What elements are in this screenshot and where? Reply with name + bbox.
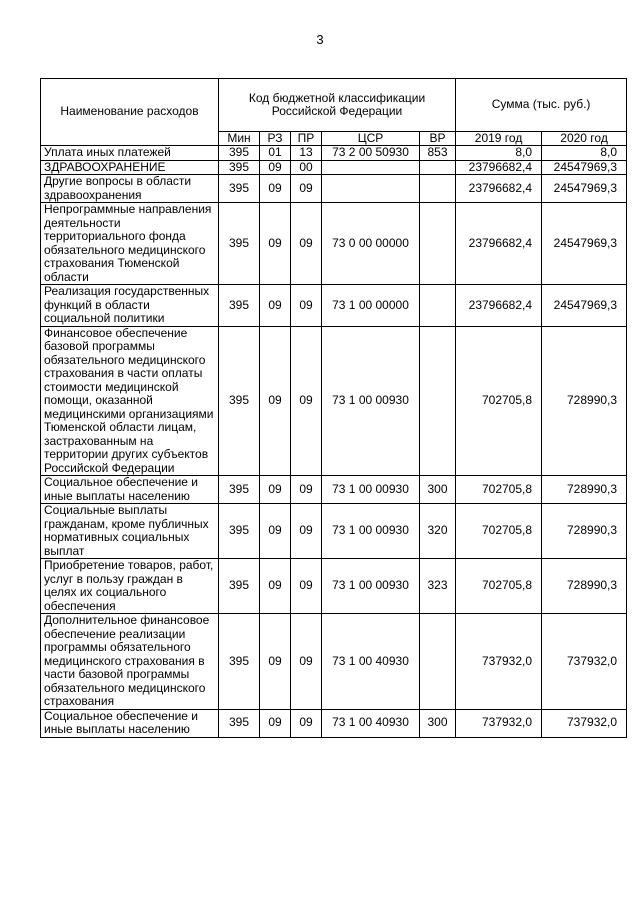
row-pr: 00	[291, 160, 322, 175]
row-2019: 23796682,4	[456, 160, 542, 175]
row-csr: 73 2 00 50930	[322, 146, 420, 161]
row-vr	[420, 175, 456, 203]
row-csr	[322, 175, 420, 203]
row-csr	[322, 160, 420, 175]
row-csr: 73 1 00 00930	[322, 476, 420, 504]
row-2019: 737932,0	[456, 614, 542, 710]
row-pr: 09	[291, 326, 322, 476]
row-pr: 09	[291, 504, 322, 559]
row-csr: 73 1 00 40930	[322, 614, 420, 710]
row-min: 395	[219, 476, 260, 504]
table-row	[41, 146, 627, 161]
row-2020: 24547969,3	[542, 203, 627, 285]
row-pr: 09	[291, 559, 322, 614]
row-vr: 323	[420, 559, 456, 614]
row-2019: 23796682,4	[456, 203, 542, 285]
header-code: Код бюджетной классификации Российской Федерации	[219, 79, 456, 132]
row-rz: 09	[260, 285, 291, 327]
row-name: Социальное обеспечение и иные выплаты населению	[41, 709, 219, 737]
row-2019: 702705,8	[456, 504, 542, 559]
row-pr: 13	[291, 146, 322, 161]
header-vr: ВР	[420, 132, 456, 146]
table-row	[41, 476, 627, 504]
row-csr: 73 1 00 00930	[322, 504, 420, 559]
table-row	[41, 203, 627, 285]
table-row	[41, 326, 627, 476]
row-name: Реализация государственных функций в области социальной политики	[41, 285, 219, 327]
table-row	[41, 559, 627, 614]
table-body	[41, 146, 627, 738]
budget-table	[40, 78, 627, 738]
row-rz: 09	[260, 203, 291, 285]
row-rz: 09	[260, 175, 291, 203]
row-min: 395	[219, 614, 260, 710]
row-min: 395	[219, 326, 260, 476]
row-2020: 728990,3	[542, 504, 627, 559]
table-row	[41, 504, 627, 559]
row-pr: 09	[291, 285, 322, 327]
row-min: 395	[219, 504, 260, 559]
table-row	[41, 709, 627, 737]
row-rz: 09	[260, 476, 291, 504]
row-pr: 09	[291, 476, 322, 504]
row-min: 395	[219, 175, 260, 203]
row-name: Другие вопросы в области здравоохранения	[41, 175, 219, 203]
row-rz: 01	[260, 146, 291, 161]
row-2019: 23796682,4	[456, 285, 542, 327]
row-vr: 320	[420, 504, 456, 559]
header-csr: ЦСР	[322, 132, 420, 146]
row-min: 395	[219, 146, 260, 161]
row-2019: 702705,8	[456, 326, 542, 476]
row-csr: 73 1 00 00930	[322, 559, 420, 614]
row-2019: 702705,8	[456, 476, 542, 504]
header-rz: РЗ	[260, 132, 291, 146]
row-pr: 09	[291, 175, 322, 203]
table-row	[41, 614, 627, 710]
row-2020: 8,0	[542, 146, 627, 161]
row-min: 395	[219, 709, 260, 737]
row-2020: 737932,0	[542, 709, 627, 737]
row-rz: 09	[260, 559, 291, 614]
row-name: Социальные выплаты гражданам, кроме публичных нормативных социальных выплат	[41, 504, 219, 559]
row-name: Непрограммные направления деятельности территориального фонда обязательного медицинского страхования Тюменской области	[41, 203, 219, 285]
row-2019: 23796682,4	[456, 175, 542, 203]
row-csr: 73 0 00 00000	[322, 203, 420, 285]
row-rz: 09	[260, 709, 291, 737]
row-vr	[420, 614, 456, 710]
row-name: Социальное обеспечение и иные выплаты населению	[41, 476, 219, 504]
row-csr: 73 1 00 00000	[322, 285, 420, 327]
row-min: 395	[219, 559, 260, 614]
row-pr: 09	[291, 709, 322, 737]
row-2020: 728990,3	[542, 559, 627, 614]
row-vr: 300	[420, 476, 456, 504]
header-2020: 2020 год	[542, 132, 627, 146]
row-2019: 8,0	[456, 146, 542, 161]
row-2020: 24547969,3	[542, 175, 627, 203]
row-pr: 09	[291, 614, 322, 710]
row-2019: 702705,8	[456, 559, 542, 614]
row-2020: 24547969,3	[542, 160, 627, 175]
row-rz: 09	[260, 326, 291, 476]
header-pr: ПР	[291, 132, 322, 146]
header-sum: Сумма (тыс. руб.)	[456, 79, 627, 132]
row-rz: 09	[260, 160, 291, 175]
row-min: 395	[219, 203, 260, 285]
row-name: Приобретение товаров, работ, услуг в пользу граждан в целях их социального обеспечения	[41, 559, 219, 614]
row-csr: 73 1 00 00930	[322, 326, 420, 476]
table-row	[41, 175, 627, 203]
row-2020: 728990,3	[542, 326, 627, 476]
row-rz: 09	[260, 504, 291, 559]
row-rz: 09	[260, 614, 291, 710]
row-2020: 728990,3	[542, 476, 627, 504]
row-vr	[420, 326, 456, 476]
row-vr: 300	[420, 709, 456, 737]
page-number: 3	[316, 32, 324, 47]
row-name: ЗДРАВООХРАНЕНИЕ	[41, 160, 219, 175]
row-vr	[420, 160, 456, 175]
row-2020: 24547969,3	[542, 285, 627, 327]
row-2020: 737932,0	[542, 614, 627, 710]
row-vr	[420, 203, 456, 285]
row-min: 395	[219, 285, 260, 327]
table-row	[41, 160, 627, 175]
row-name: Дополнительное финансовое обеспечение реализации программы обязательного медицинского страхования в части базовой программы обязательного медицинского страхования	[41, 614, 219, 710]
header-min: Мин	[219, 132, 260, 146]
row-pr: 09	[291, 203, 322, 285]
row-2019: 737932,0	[456, 709, 542, 737]
row-csr: 73 1 00 40930	[322, 709, 420, 737]
row-name: Уплата иных платежей	[41, 146, 219, 161]
table-row	[41, 285, 627, 327]
header-row	[41, 79, 627, 132]
row-vr: 853	[420, 146, 456, 161]
row-vr	[420, 285, 456, 327]
header-2019: 2019 год	[456, 132, 542, 146]
row-min: 395	[219, 160, 260, 175]
row-name: Финансовое обеспечение базовой программы обязательного медицинского страхования в части оплаты стоимости медицинской помощи, оказанной медицинскими организациями Тюменской области лицам, застрахованным на территории других субъектов Российской Федерации	[41, 326, 219, 476]
header-name: Наименование расходов	[41, 79, 219, 146]
